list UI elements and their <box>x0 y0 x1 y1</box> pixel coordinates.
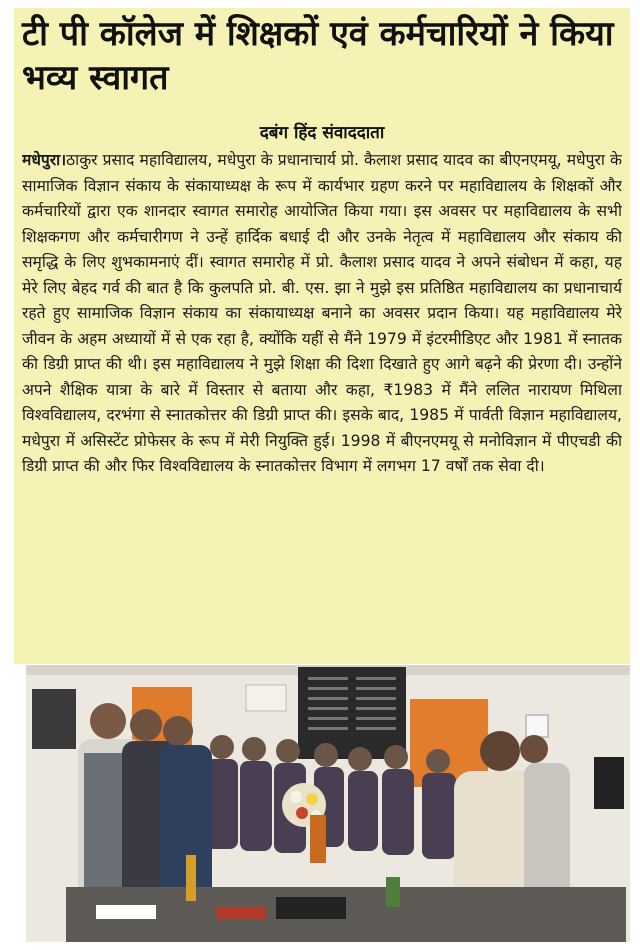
person-left-head <box>90 703 126 739</box>
dateline: मधेपुरा। <box>22 151 67 169</box>
newspaper-clipping <box>14 8 630 664</box>
person-right-head <box>480 731 520 771</box>
ac-unit <box>246 685 286 711</box>
honor-board <box>298 667 406 759</box>
trophy <box>186 855 196 901</box>
article-body-text: ठाकुर प्रसाद महाविद्यालय, मधेपुरा के प्रधानाचार्य प्रो. कैलाश प्रसाद यादव का बीएनएमयू, मधेपुरा के सामाजिक विज्ञान संकाय के संकायाध्यक्ष के रूप में कार्यभार ग्रहण करने पर महाविद्यालय के शिक्षकों और कर्मचारियों द्वारा एक शानदार स्वागत समारोह आयोजित किया गया। इस अवसर पर महाविद्यालय के सभी शिक्षकगण और कर्मचारीगण ने उन्हें हार्दिक बधाई दी और उनके नेतृत्व में महाविद्यालय और संकाय की समृद्धि के लिए शुभकामनाएं दीं। स्वागत समारोह में प्रो. कैलाश प्रसाद यादव ने अपने संबोधन में कहा, यह मेरे लिए बेहद गर्व की बात है कि कुलपति प्रो. बी. एस. झा ने मुझे इस प्रतिष्ठित महाविद्यालय का प्रधानाचार्य रहते हुए सामाजिक विज्ञान संकाय का संकायाध्यक्ष बनाने का अवसर प्रदान किया। यह महाविद्यालय मेरे जीवन के अहम अध्यायों में से एक रहा है, क्योंकि यहीं से मैंने 1979 में इंटरमीडिएट और 1981 में स्नातक की डिग्री प्राप्त की थी। इस महाविद्यालय ने मुझे शिक्षा की दिशा दिखाते हुए आगे बढ़ने की प्रेरणा दी। उन्होंने अपने शैक्षिक यात्रा के बारे में विस्तार से बताया और कहा, ₹1983 में मैंने ललित नारायण मिथिला विश्वविद्यालय, दरभंगा से स्नातकोत्तर की डिग्री प्राप्त की। इसके बाद, 1985 में पार्वती विज्ञान महाविद्यालय, मधेपुरा में असिस्टेंट प्रोफेसर के रूप में मेरी नियुक्ति हुई। 1998 में बीएनएमयू से मनोविज्ञान में पीएचडी की डिग्री प्राप्त की और फिर विश्वविद्यालय के स्नातकोत्तर विभाग में लगभग 17 वर्षों तक सेवा दी। <box>22 151 622 475</box>
plant <box>386 877 400 907</box>
article-body <box>22 148 622 658</box>
wall-clock <box>526 715 548 737</box>
event-photo <box>26 665 630 942</box>
headline: टी पी कॉलेज में शिक्षकों एवं कर्मचारियों ने किया भव्य स्वागत <box>22 14 614 98</box>
garland <box>310 815 326 863</box>
byline: दबंग हिंद संवाददाता <box>259 123 385 143</box>
speaker-left <box>32 689 76 749</box>
event-photo-illustration <box>26 665 630 942</box>
wall-frame <box>594 757 624 809</box>
